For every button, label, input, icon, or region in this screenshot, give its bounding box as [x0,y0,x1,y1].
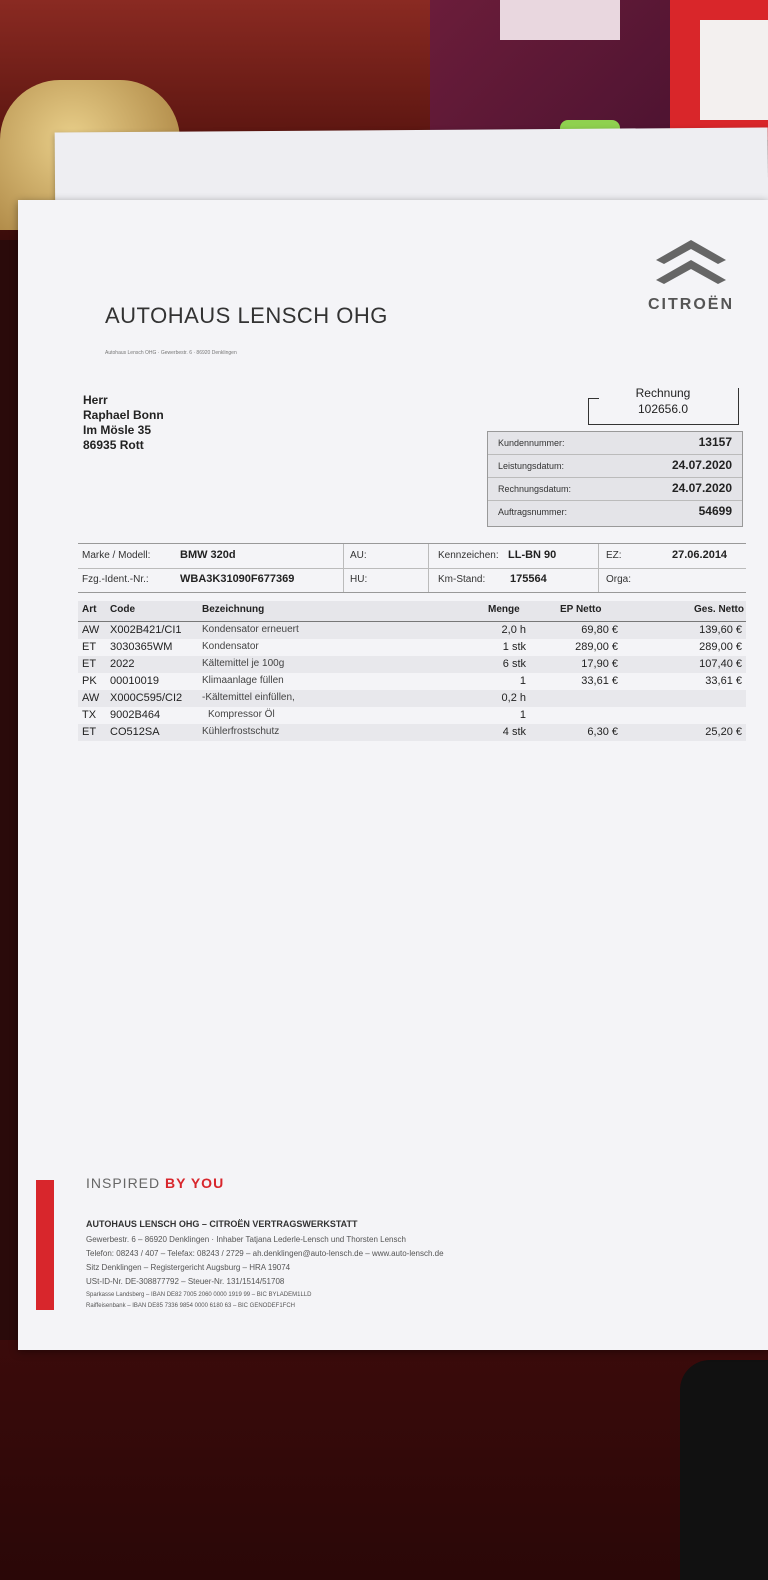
recipient-street: Im Mösle 35 [83,423,152,437]
table-row [78,622,746,639]
cell-total: 107,40 € [699,658,742,670]
table-row [78,707,746,724]
recipient-address [83,393,164,453]
cell-art: ET [82,658,97,670]
double-chevron-icon [626,228,756,298]
cell-desc: Klimaanlage füllen [202,675,284,686]
footer-line: Sparkasse Landsberg – IBAN DE82 7005 2060 0000 1919 99 – BIC BYLADEM1LLD [86,1292,312,1298]
cell-desc: Kältemittel je 100g [202,658,285,669]
sender-line: Autohaus Lensch OHG · Gewerbestr. 6 · 86920 Denklingen [105,350,237,356]
table-row [78,656,746,673]
cell-code: 2022 [110,658,135,670]
cell-unit: 6,30 € [587,726,618,738]
cell-code: CO512SA [110,726,160,738]
footer-line: Raiffeisenbank – IBAN DE85 7336 9854 0000 6180 63 – BIC GENODEF1FCH [86,1303,296,1309]
recipient-name: Raphael Bonn [83,408,164,422]
invoice-label: Rechnung [635,386,691,400]
footer-line: Gewerbestr. 6 – 86920 Denklingen · Inhaber Tatjana Lederle-Lensch und Thorsten Lensch [86,1235,406,1244]
info-row [488,478,742,501]
cell-desc: -Kältemittel einfüllen, [202,692,295,703]
invoice-number: 102656.0 [637,402,689,416]
vin-value: WBA3K31090F677369 [180,573,295,585]
col-qty: Menge [488,604,520,615]
table-row [78,690,746,707]
cell-art: ET [82,641,97,653]
divider [78,568,746,569]
vin-label: Fzg.-Ident.-Nr.: [82,574,149,585]
table-row [78,639,746,656]
footer-line: Sitz Denklingen – Registergericht Augsburg – HRA 19074 [86,1263,291,1272]
background-table [0,1340,768,1580]
footer-accent-bar [36,1180,54,1310]
info-value: 13157 [698,435,732,449]
cell-code: 3030365WM [110,641,173,653]
cell-qty: 4 stk [502,726,526,738]
recipient-salutation: Herr [83,393,108,407]
background-box-label [700,20,768,120]
cell-desc: Kondensator erneuert [202,624,299,635]
invoice-box-corner [588,398,599,425]
info-value: 24.07.2020 [671,481,732,495]
cell-unit: 289,00 € [575,641,618,653]
ez-label: EZ: [606,550,622,561]
info-value: 24.07.2020 [671,458,732,472]
cell-code: 00010019 [110,675,159,687]
col-total: Ges. Netto [693,604,744,615]
cell-art: TX [82,709,97,721]
info-label: Rechnungsdatum: [498,484,572,494]
table-row [78,673,746,690]
cell-unit: 17,90 € [581,658,618,670]
slogan [86,1175,224,1191]
company-title: AUTOHAUS LENSCH OHG [105,303,388,328]
cell-total: 289,00 € [699,641,742,653]
cell-unit: 33,61 € [581,675,618,687]
plate-label: Kennzeichen: [438,550,499,561]
col-unit: EP Netto [560,604,602,615]
info-row [488,501,742,523]
items-header [78,601,746,622]
slogan-inspired: INSPIRED [86,1175,161,1191]
invoice-info-box [487,431,743,527]
invoice-document [18,200,768,1350]
km-value: 175564 [510,573,547,585]
background-object [680,1360,768,1580]
cell-desc: Kompressor Öl [208,709,275,720]
model-value: BMW 320d [180,549,236,561]
footer-line: Telefon: 08243 / 407 – Telefax: 08243 / 2729 – ah.denklingen@auto-lensch.de – www.auto-lensch.de [86,1249,444,1258]
cell-total: 25,20 € [705,726,742,738]
cell-total: 33,61 € [705,675,742,687]
cell-desc: Kühlerfrostschutz [202,726,280,737]
hu-label: HU: [350,574,368,585]
cell-qty: 2,0 h [501,624,526,636]
info-row [488,432,742,455]
orga-label: Orga: [606,574,632,585]
col-art: Art [82,604,97,615]
ez-value: 27.06.2014 [672,549,728,561]
info-label: Auftragsnummer: [498,507,568,517]
model-label: Marke / Modell: [82,550,151,561]
table-row [78,724,746,741]
recipient-city: 86935 Rott [83,438,144,452]
info-label: Kundennummer: [498,438,565,448]
cell-art: ET [82,726,97,738]
cell-qty: 6 stk [502,658,526,670]
cell-code: X000C595/CI2 [110,692,183,704]
cell-qty: 0,2 h [501,692,526,704]
items-table [78,601,746,741]
background-package-label [500,0,620,40]
col-code: Code [110,604,135,615]
cell-qty: 1 [519,709,526,721]
cell-art: PK [82,675,97,687]
cell-qty: 1 [519,675,526,687]
items-body [78,622,746,741]
info-row [488,455,742,478]
slogan-byyou: BY YOU [165,1175,225,1191]
citroen-logo [626,228,756,313]
cell-art: AW [82,692,100,704]
cell-desc: Kondensator [202,641,259,652]
info-value: 54699 [698,504,732,518]
cell-art: AW [82,624,100,636]
cell-qty: 1 stk [502,641,526,653]
plate-value: LL-BN 90 [508,549,557,561]
cell-total: 139,60 € [699,624,742,636]
au-label: AU: [350,550,367,561]
footer-title: AUTOHAUS LENSCH OHG – CITROËN VERTRAGSWERKSTATT [86,1219,358,1229]
footer-line: USt-ID-Nr. DE-308877792 – Steuer-Nr. 131/1514/51708 [86,1277,285,1286]
info-label: Leistungsdatum: [498,461,565,471]
vehicle-info [78,543,746,593]
cell-code: 9002B464 [110,709,161,721]
km-label: Km-Stand: [438,574,486,585]
cell-code: X002B421/CI1 [110,624,182,636]
cell-unit: 69,80 € [581,624,618,636]
brand-name: CITROËN [648,296,734,313]
col-desc: Bezeichnung [202,604,265,615]
